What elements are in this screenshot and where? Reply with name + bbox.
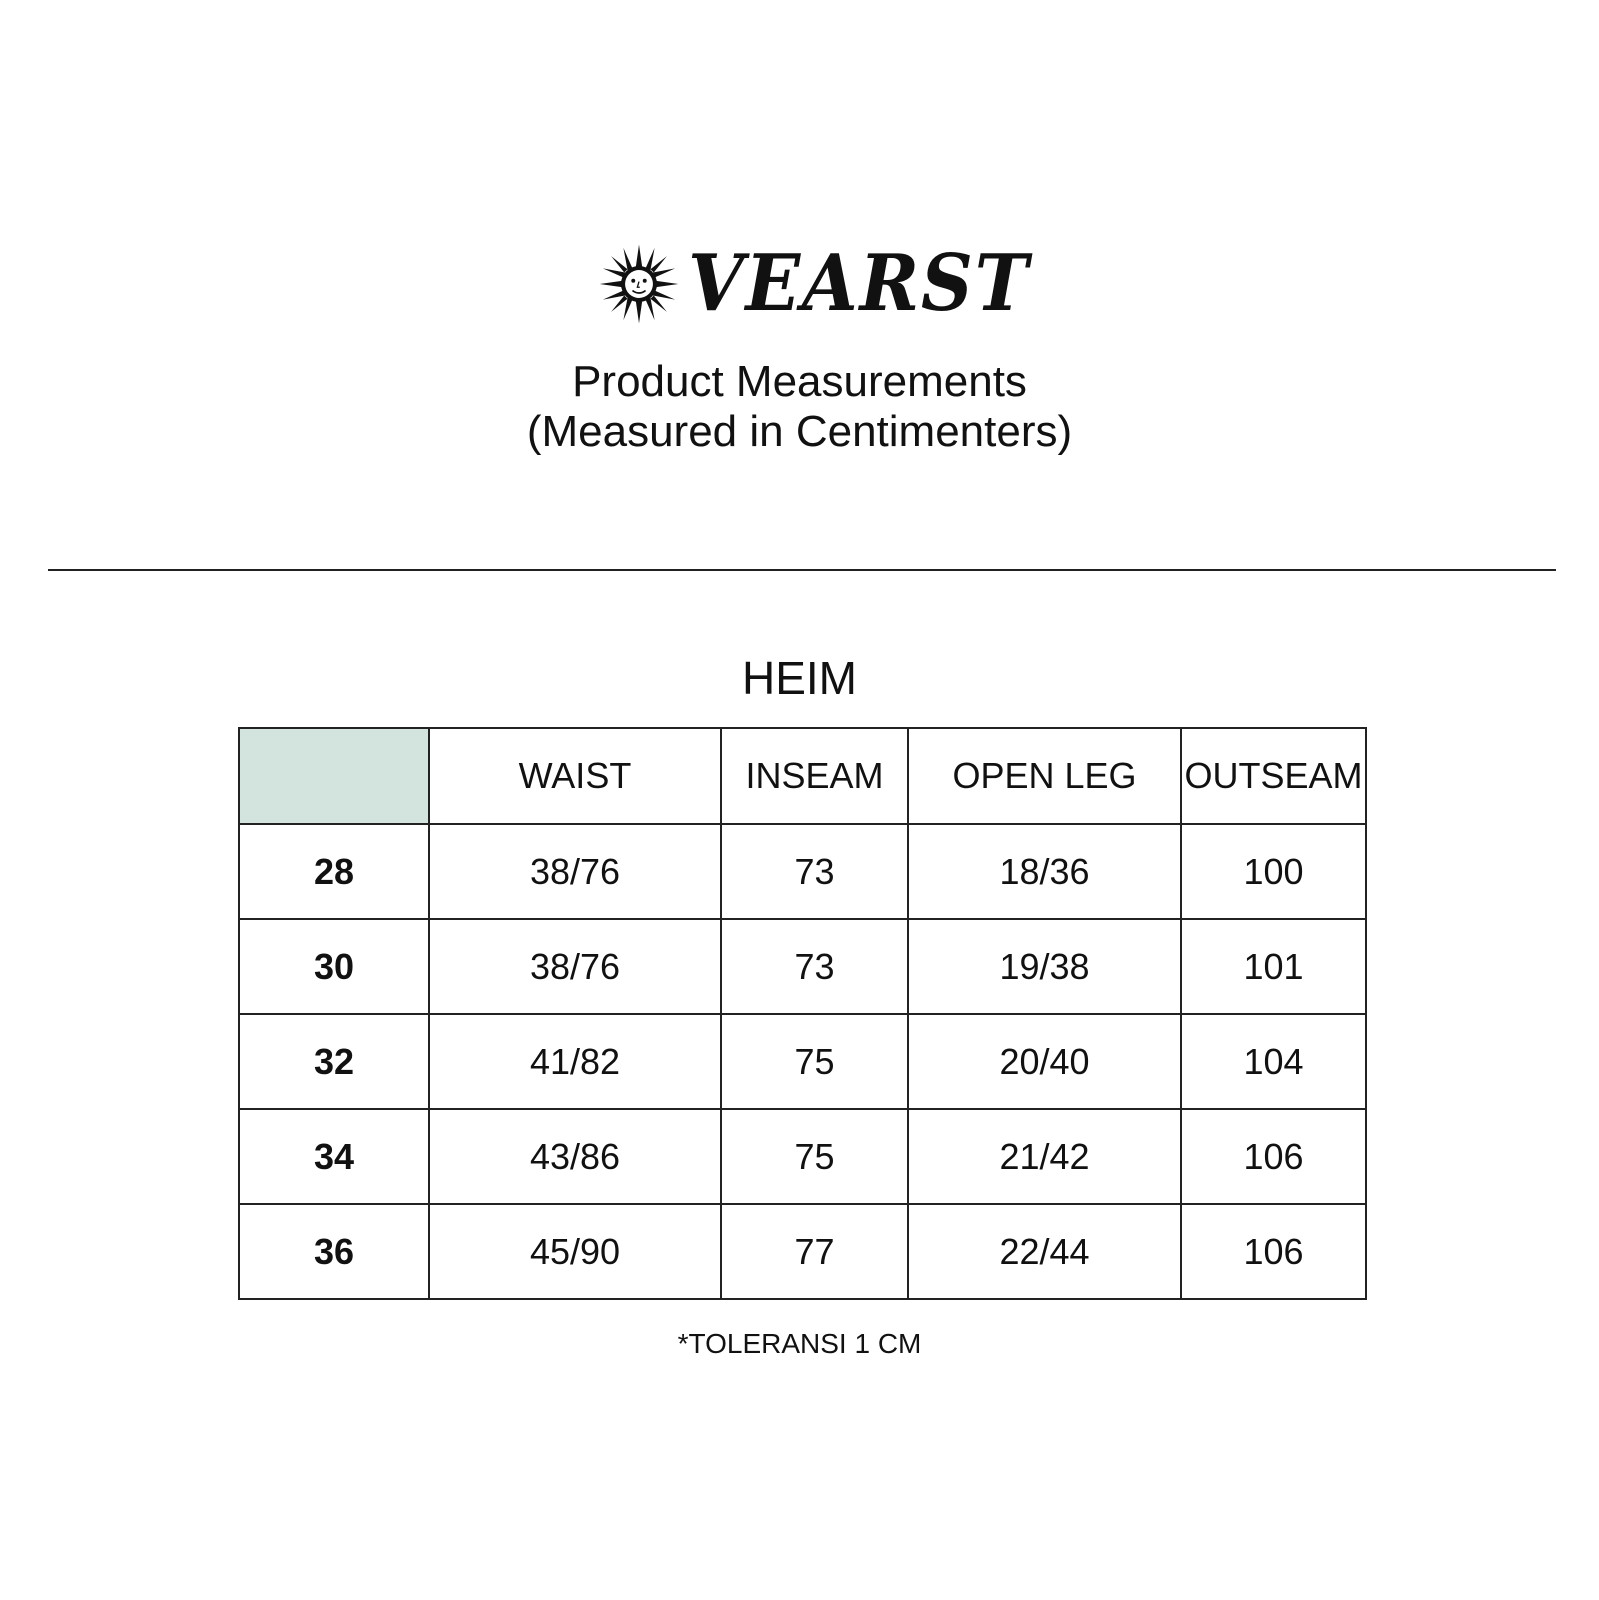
size-cell: 30	[239, 919, 429, 1014]
open-leg-cell: 19/38	[908, 919, 1181, 1014]
outseam-cell: 101	[1181, 919, 1366, 1014]
open-leg-cell: 22/44	[908, 1204, 1181, 1299]
table-row	[239, 919, 1366, 1014]
open-leg-cell: 21/42	[908, 1109, 1181, 1204]
outseam-cell: 106	[1181, 1204, 1366, 1299]
outseam-cell: 106	[1181, 1109, 1366, 1204]
size-chart-table	[238, 727, 1367, 1300]
corner-cell	[239, 728, 429, 824]
size-cell: 28	[239, 824, 429, 919]
size-cell: 34	[239, 1109, 429, 1204]
table-row	[239, 824, 1366, 919]
sun-face-icon	[598, 243, 680, 325]
waist-cell: 41/82	[429, 1014, 721, 1109]
brand-wordmark: VEARST	[688, 238, 1030, 329]
table-header-row	[239, 728, 1366, 824]
waist-cell: 38/76	[429, 919, 721, 1014]
tolerance-note: *TOLERANSI 1 CM	[677, 1328, 922, 1359]
inseam-cell: 75	[721, 1014, 908, 1109]
inseam-cell: 73	[721, 824, 908, 919]
page-title: Product Measurements	[572, 357, 1027, 406]
waist-cell: 38/76	[429, 824, 721, 919]
column-header-outseam: OUTSEAM	[1181, 728, 1366, 824]
column-header-waist: WAIST	[429, 728, 721, 824]
table-row	[239, 1204, 1366, 1299]
waist-cell: 45/90	[429, 1204, 721, 1299]
inseam-cell: 73	[721, 919, 908, 1014]
divider	[48, 569, 1556, 571]
outseam-cell: 100	[1181, 824, 1366, 919]
table-row	[239, 1014, 1366, 1109]
product-name: HEIM	[742, 652, 857, 704]
page-subtitle: (Measured in Centimenters)	[526, 407, 1073, 456]
size-cell: 32	[239, 1014, 429, 1109]
open-leg-cell: 20/40	[908, 1014, 1181, 1109]
open-leg-cell: 18/36	[908, 824, 1181, 919]
column-header-inseam: INSEAM	[721, 728, 908, 824]
inseam-cell: 75	[721, 1109, 908, 1204]
size-cell: 36	[239, 1204, 429, 1299]
brand-logo	[598, 238, 1060, 329]
column-header-open-leg: OPEN LEG	[908, 728, 1181, 824]
waist-cell: 43/86	[429, 1109, 721, 1204]
outseam-cell: 104	[1181, 1014, 1366, 1109]
table-row	[239, 1109, 1366, 1204]
inseam-cell: 77	[721, 1204, 908, 1299]
